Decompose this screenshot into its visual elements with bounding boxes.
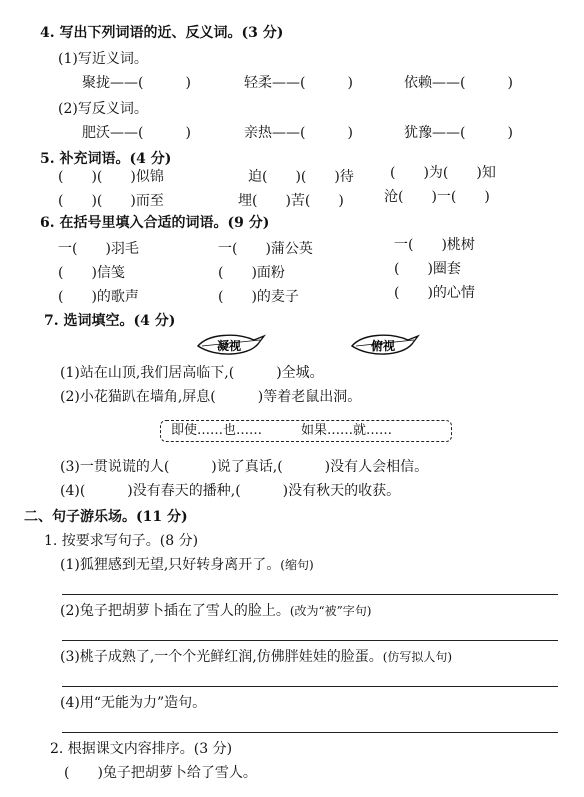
leaf-word-card: [196, 332, 266, 358]
leaf-word-card: [350, 332, 420, 358]
part2-s2-title: 2. 根据课文内容排序。(3 分): [50, 741, 233, 757]
answer-line: [62, 640, 558, 641]
q6-item: ( )的心情: [394, 285, 475, 301]
answer-line: [62, 594, 558, 595]
q7-sentence: (3)一贯说谎的人( )说了真话,( )没有人会相信。: [60, 459, 429, 475]
part2-s1-title: 1. 按要求写句子。(8 分): [44, 533, 199, 549]
task-note: (仿写拟人句): [382, 650, 453, 664]
sentence-task: (3)桃子成熟了,一个个光鲜红润,仿佛胖娃娃的脸蛋。(仿写拟人句): [60, 649, 453, 665]
q5-item: 迫( )( )待: [248, 169, 354, 185]
q6-title: 6. 在括号里填入合适的词语。(9 分): [40, 215, 270, 231]
q6-item: 一( )蒲公英: [218, 241, 313, 257]
q5-item: 埋( )苦( ): [238, 193, 344, 209]
q5-item: ( )为( )知: [390, 165, 496, 181]
q5-item: ( )( )似锦: [58, 169, 164, 185]
leaf-word: 俯视: [370, 339, 396, 353]
sentence-task: (4)用“无能为力”造句。: [60, 695, 207, 711]
q7-sentence: (2)小花猫趴在墙角,屏息( )等着老鼠出洞。: [60, 389, 362, 405]
q4-title: 4. 写出下列词语的近、反义词。(3 分): [40, 25, 284, 41]
sentence-task: (2)兔子把胡萝卜插在了雪人的脸上。(改为“被”字句): [60, 603, 372, 619]
answer-line: [62, 732, 558, 733]
q6-item: ( )圈套: [394, 261, 461, 277]
q5-title: 5. 补充词语。(4 分): [40, 151, 172, 167]
q4-sub1-item: 聚拢——( ): [82, 75, 191, 91]
q6-item: ( )的麦子: [218, 289, 299, 305]
conjunction-box: 即使……也…… 如果……就……: [160, 420, 452, 442]
q4-sub2-label: (2)写反义词。: [58, 101, 148, 117]
q4-sub1-label: (1)写近义词。: [58, 51, 148, 67]
q6-item: ( )信笺: [58, 265, 125, 281]
q7-sentence: (1)站在山顶,我们居高临下,( )全城。: [60, 365, 324, 381]
q4-sub1-item: 轻柔——( ): [244, 75, 353, 91]
q4-sub1-item: 依赖——( ): [404, 75, 513, 91]
task-note: (缩句): [280, 558, 314, 572]
q6-item: ( )的歌声: [58, 289, 139, 305]
leaf-word: 凝视: [216, 339, 242, 353]
q5-item: 沧( )一( ): [384, 189, 490, 205]
q7-title: 7. 选词填空。(4 分): [44, 313, 176, 329]
q7-sentence: (4)( )没有春天的播种,( )没有秋天的收获。: [60, 483, 401, 499]
q4-sub2-item: 亲热——( ): [244, 125, 353, 141]
q4-sub2-item: 犹豫——( ): [404, 125, 513, 141]
q6-item: 一( )桃树: [394, 237, 475, 253]
q5-item: ( )( )而至: [58, 193, 164, 209]
sentence-task: (1)狐狸感到无望,只好转身离开了。(缩句): [60, 557, 314, 573]
task-note: (改为“被”字句): [289, 604, 372, 618]
order-item: ( )兔子把胡萝卜给了雪人。: [64, 765, 257, 781]
answer-line: [62, 686, 558, 687]
q6-item: ( )面粉: [218, 265, 285, 281]
q4-sub2-item: 肥沃——( ): [82, 125, 191, 141]
q6-item: 一( )羽毛: [58, 241, 139, 257]
part2-title: 二、句子游乐场。(11 分): [24, 509, 188, 525]
